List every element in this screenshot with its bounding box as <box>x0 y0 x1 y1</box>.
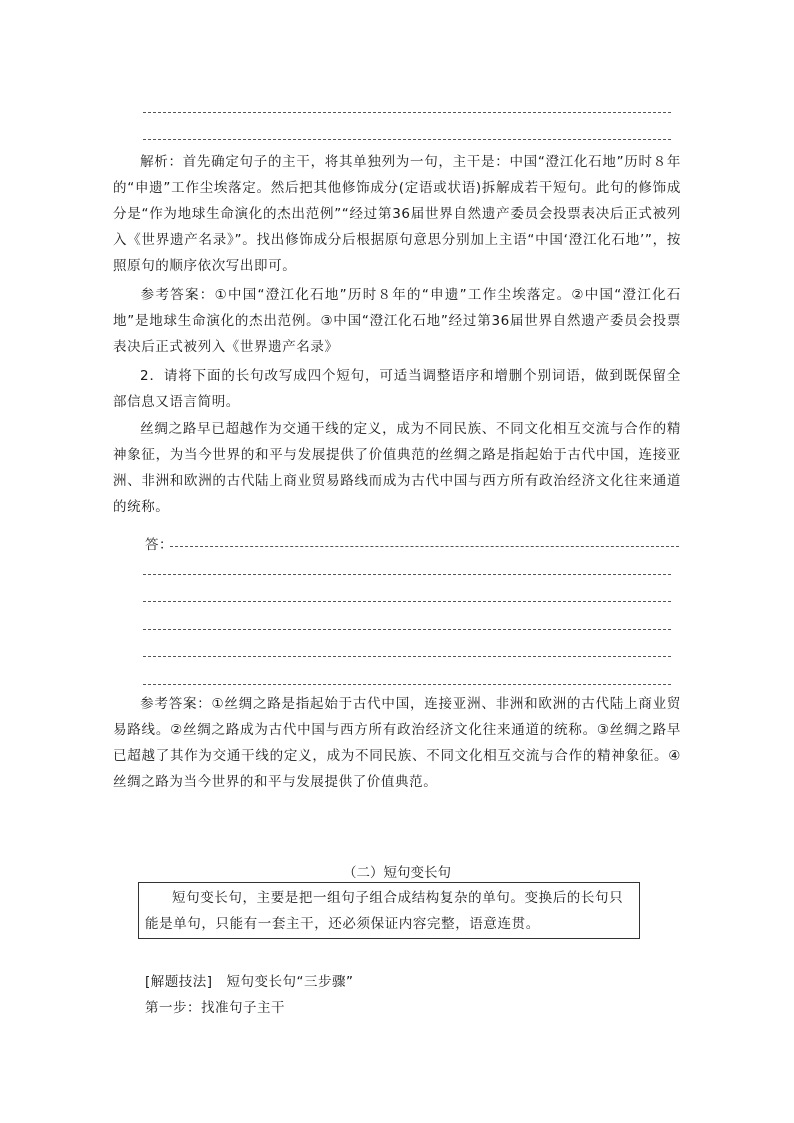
answer-line <box>143 574 671 575</box>
answer-line <box>143 656 671 657</box>
q1-analysis: 解析：首先确定句子的主干，将其单独列为一句，主干是：中国“澄江化石地”历时８年的“申遗”工作尘埃落定。然后把其他修饰成分(定语或状语)拆解成若干短句。此句的修饰成分是“作为地球生命演化的杰出范例”“经过第36届世界自然遗产委员会投票表决后正式被列入《世界遗产名录》”。找出修饰成分后根据原句意思分别加上主语“中国‘澄江化石地’”，按照原句的顺序依次写出即可。 <box>113 154 681 274</box>
q2-passage: 丝绸之路早已超越作为交通干线的定义，成为不同民族、不同文化相互交流与合作的精神象征，为当今世界的和平与发展提供了价值典范的丝绸之路是指起始于古代中国，连接亚洲、非洲和欧洲的古代陆上商业贸易路线而成为古代中国与西方所有政治经济文化往来通道的统称。 <box>113 421 681 515</box>
answer-line <box>143 601 671 602</box>
step-1: 第一步：找准句子主干 <box>145 1000 285 1016</box>
answer-line <box>143 629 671 630</box>
method-heading: [解题技法] 短句变长句“三步骤” <box>145 974 354 990</box>
q2-answer: 参考答案：①丝绸之路是指起始于古代中国，连接亚洲、非洲和欧洲的古代陆上商业贸易路线。②丝绸之路成为古代中国与西方所有政治经济文化往来通道的统称。③丝绸之路早已超越了其作为交通干线的定义，成为不同民族、不同文化相互交流与合作的精神象征。④丝绸之路为当今世界的和平与发展提供了价值典范。 <box>113 696 681 790</box>
q1-answer: 参考答案：①中国“澄江化石地”历时８年的“申遗”工作尘埃落定。②中国“澄江化石地”是地球生命演化的杰出范例。③中国“澄江化石地”经过第36届世界自然遗产委员会投票表决后正式被列入《世界遗产名录》 <box>113 287 681 355</box>
answer-line <box>143 139 671 140</box>
answer-line <box>170 546 679 547</box>
definition-box: 短句变长句，主要是把一组句子组合成结构复杂的单句。变换后的长句只能是单句，只能有一套主干，还必须保证内容完整，语意连贯。 <box>138 882 640 939</box>
answer-line <box>143 112 671 113</box>
answer-label: 答： <box>145 537 173 553</box>
q2-prompt: 2．请将下面的长句改写成四个短句，可适当调整语序和增删个别词语，做到既保留全部信息又语言简明。 <box>113 368 681 410</box>
answer-line <box>143 684 671 685</box>
section-title: （二）短句变长句 <box>343 865 451 881</box>
